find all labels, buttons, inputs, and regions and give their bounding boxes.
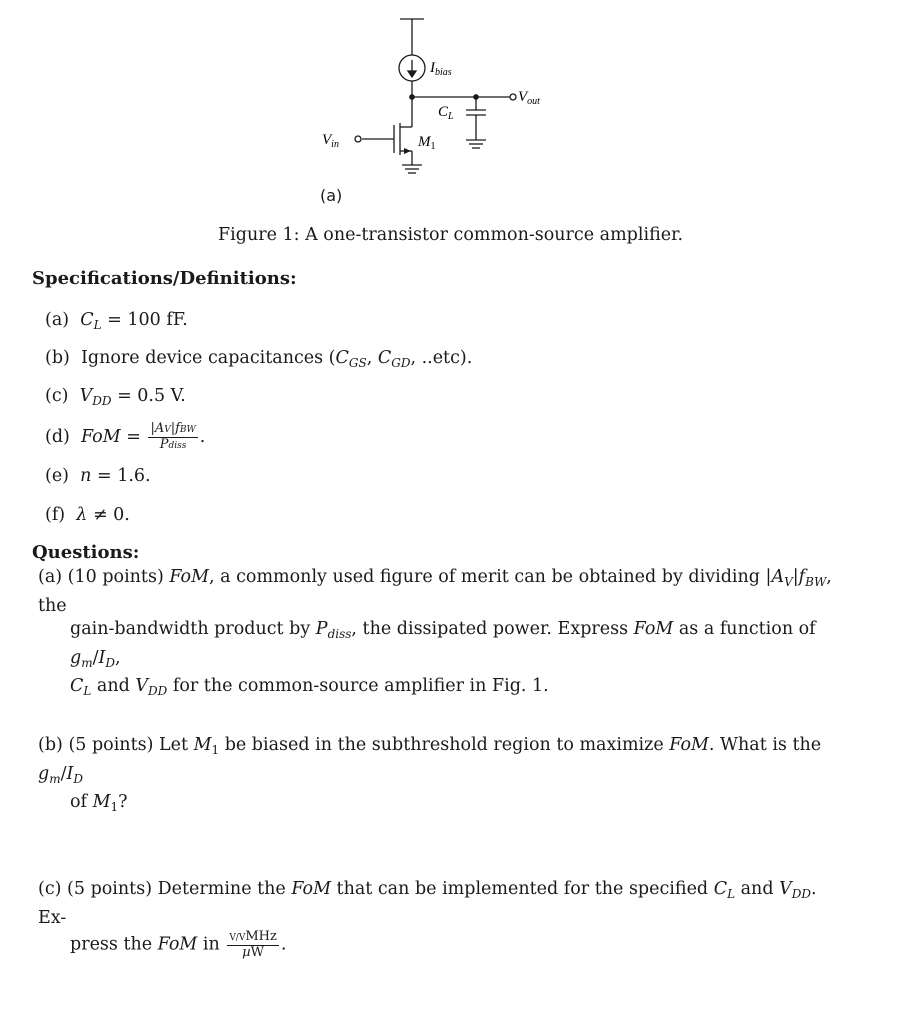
fom-unit-fraction: $\frac{\text{V/VMHz}}{\text{µW}}$: [229, 929, 277, 960]
vin-label: $V_{in}$: [322, 132, 339, 150]
m1-label: $M_1$: [418, 134, 436, 152]
questions-heading: Questions:: [32, 542, 140, 563]
fom-fraction: $\frac{\text{|AV|fBW}}{\text{Pdiss}}$: [150, 421, 196, 452]
specs-heading: Specifications/Definitions:: [32, 268, 297, 289]
figure-panel-label: (a): [320, 186, 343, 205]
spec-item-f: (f) λ ≠ 0.: [45, 505, 130, 525]
vin-terminal: [355, 136, 361, 142]
question-b: (b) (5 points) Let $M_1$ be biased in the subthreshold region to maximize FoM. What is the $g_m/I_D$ of $M_1$?: [38, 735, 822, 814]
spec-item-d: (d) FoM = $\frac{\text{|AV|fBW}}{\text{Pdiss}}$ .: [45, 421, 206, 452]
figure-caption: Figure 1: A one-transistor common-source amplifier.: [218, 225, 684, 245]
vout-terminal: [510, 94, 516, 100]
ibias-label: $I_{bias}$: [430, 60, 452, 78]
question-a: (a) (10 points) FoM, a commonly used figure of merit can be obtained by dividing $|A_V|f_{BW}$, the gain-bandwidth product by $P_{diss}$, the dissipated power. Express FoM as a function of $g_m/I_D$, $C_L$ and $V_{DD}$ for the common-source amplifier in Fig. 1.: [38, 567, 832, 698]
question-c: (c) (5 points) Determine the FoM that can be implemented for the specified $C_L$ and $V_{DD}$. Ex- press the FoM in $\frac{\text{V/VMHz}}{\text{µW}}$ .: [38, 879, 817, 960]
spec-item-b: (b) Ignore device capacitances ($C_{GS}$, $C_{GD}$, ..etc).: [45, 348, 473, 370]
vout-label: $V_{out}$: [518, 89, 540, 107]
spec-item-e: (e) n = 1.6.: [45, 466, 151, 486]
cl-label: $C_L$: [438, 104, 454, 122]
spec-item-c: (c) $V_{DD} = 0.5$ V.: [45, 386, 186, 408]
circuit-figure: [300, 15, 560, 190]
spec-item-a: (a) $C_L = 100$ fF.: [45, 310, 188, 332]
